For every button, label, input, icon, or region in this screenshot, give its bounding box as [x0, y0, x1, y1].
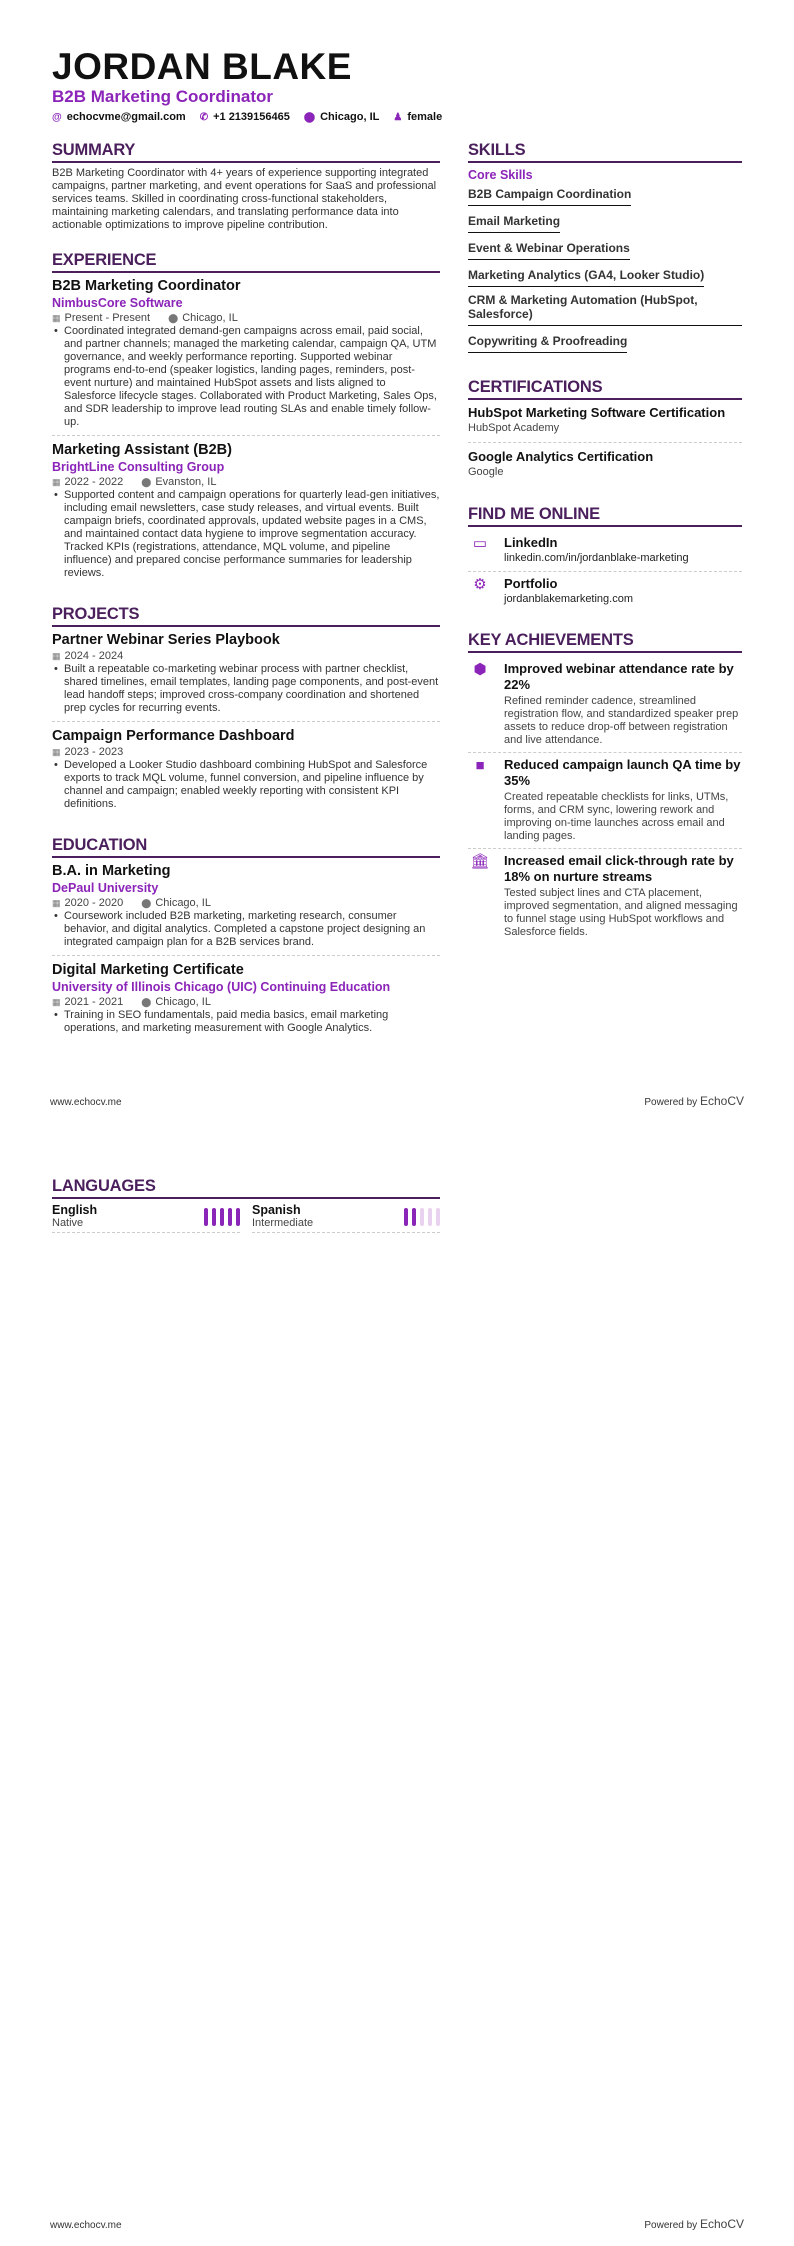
dates: 2021 - 2021	[64, 996, 124, 1008]
location: Chicago, IL	[155, 996, 211, 1008]
rating-bar	[428, 1208, 432, 1226]
location-icon: ⬤	[141, 997, 152, 1007]
dates: 2022 - 2022	[64, 476, 124, 488]
school: DePaul University	[52, 881, 159, 895]
job-title: Marketing Assistant (B2B)	[52, 442, 232, 458]
footer-brand[interactable]: EchoCV	[699, 1094, 744, 1108]
link-url[interactable]: linkedin.com/in/jordanblake-marketing	[504, 552, 689, 564]
summary-text: B2B Marketing Coordinator with 4+ years of experience supporting integrated campaigns, partner marketing, and event operations for SaaS and professional services teams. Skilled in coordinating cross-functional stakeholders, maintaining marketing calendars, and translating performance data into actionable optimizations to improve pipeline contribution.	[52, 167, 437, 231]
person-icon: ♟	[393, 112, 403, 123]
location-icon: ⬤	[168, 313, 179, 323]
skill-item: Marketing Analytics (GA4, Looker Studio)	[468, 268, 704, 287]
resume-columns	[52, 140, 742, 1059]
rating-bar	[436, 1208, 440, 1226]
section-heading: EDUCATION	[52, 835, 440, 858]
certifications-section	[468, 377, 742, 486]
calendar-icon: ▦	[52, 477, 61, 487]
at-icon: @	[52, 112, 62, 123]
language-item	[52, 1203, 240, 1233]
page-footer	[50, 1093, 744, 1111]
achievement-item	[468, 753, 742, 849]
rating-bar	[420, 1208, 424, 1226]
online-section	[468, 504, 742, 612]
experience-section	[52, 250, 440, 586]
contact-bar	[52, 109, 742, 126]
online-link[interactable]	[468, 531, 742, 572]
location: Chicago, IL	[155, 897, 211, 909]
right-column	[468, 140, 742, 962]
skill-item: Event & Webinar Operations	[468, 241, 630, 260]
cube-icon: ⬢	[473, 661, 487, 678]
footer-brand[interactable]: EchoCV	[699, 2217, 744, 2231]
contact-email[interactable]: echocvme@gmail.com	[66, 111, 186, 123]
language-name: English	[52, 1203, 98, 1217]
rating-bar	[204, 1208, 208, 1226]
project-title: Campaign Performance Dashboard	[52, 728, 295, 744]
location-icon: ⬤	[141, 477, 152, 487]
rating-bar	[228, 1208, 232, 1226]
footer-powered: Powered by	[644, 2220, 698, 2231]
calendar-icon: ▦	[52, 898, 61, 908]
rating-bar	[236, 1208, 240, 1226]
language-item	[252, 1203, 440, 1233]
bullet: • Training in SEO fundamentals, paid media basics, email marketing operations, and marketing measurement with Google Analytics.	[52, 1009, 440, 1035]
achievement-item	[468, 657, 742, 753]
link-url[interactable]: jordanblakemarketing.com	[504, 593, 634, 605]
contact-phone[interactable]: +1 2139156465	[213, 111, 290, 123]
achievement-desc: Created repeatable checklists for links, UTMs, forms, and CRM sync, lowering rework and improving on-time launches across email and landing pages.	[504, 791, 729, 842]
section-heading: LANGUAGES	[52, 1176, 440, 1199]
phone-icon: ✆	[199, 112, 209, 123]
language-name: Spanish	[252, 1203, 301, 1217]
skills-section	[468, 140, 742, 359]
bullet: • Built a repeatable co-marketing webinar process with partner checklist, shared timelines, email templates, landing page components, and post-event lead handoff steps; improved cross-company coordination and shortened prep cycles for recurring events.	[52, 663, 440, 715]
project-entry	[52, 727, 440, 817]
skill-item: Copywriting & Proofreading	[468, 334, 627, 353]
language-level: Native	[52, 1217, 84, 1229]
rating-bar	[220, 1208, 224, 1226]
job-title: B2B Marketing Coordinator	[52, 278, 241, 294]
clipboard-icon: ■	[475, 757, 485, 774]
school: University of Illinois Chicago (UIC) Continuing Education	[52, 980, 391, 994]
certification-entry	[468, 404, 742, 443]
rating-bar	[404, 1208, 408, 1226]
section-heading: EXPERIENCE	[52, 250, 440, 273]
achievement-title: Improved webinar attendance rate by 22%	[504, 661, 734, 692]
calendar-icon: ▦	[52, 997, 61, 1007]
degree: B.A. in Marketing	[52, 863, 171, 879]
experience-entry	[52, 277, 440, 436]
bullet: • Coursework included B2B marketing, marketing research, consumer behavior, and digital analytics. Completed a capstone project designing an integrated campaign plan for a B2B services brand.	[52, 910, 440, 949]
bullet: • Coordinated integrated demand-gen campaigns across email, paid social, and partner channels; managed the marketing calendar, campaign QA, UTM governance, and weekly performance reporting. Supported webinar programs end-to-end (speaker logistics, landing pages, reminders, post-event nurture) and maintained HubSpot assets and lists aligned to Salesforce lifecycle stages. Collaborated with Product Marketing, Sales Ops, and SDR leadership to improve lead routing SLAs and enable timely follow-up.	[52, 325, 440, 429]
rating-bar	[412, 1208, 416, 1226]
portfolio-icon: ⚙	[473, 576, 487, 593]
education-entry	[52, 862, 440, 956]
bullet: • Supported content and campaign operations for quarterly lead-gen initiatives, including email newsletters, case study releases, and virtual events. Built campaign briefs, coordinated approvals, updated website pages in a CMS, and maintained contact data hygiene to improve segmentation accuracy. Tracked KPIs (registrations, attendance, MQL volume, and pipeline influence) and prepared concise performance summaries for leadership reviews.	[52, 489, 440, 580]
language-rating	[204, 1203, 240, 1230]
certification-name: Google Analytics Certification	[468, 449, 654, 464]
page-footer	[50, 2216, 744, 2234]
resume-page-2	[0, 1123, 794, 2246]
calendar-icon: ▦	[52, 651, 61, 661]
skill-group-title: Core Skills	[468, 168, 533, 182]
location: Chicago, IL	[182, 312, 238, 324]
section-heading: PROJECTS	[52, 604, 440, 627]
projects-section	[52, 604, 440, 817]
dates: 2020 - 2020	[64, 897, 124, 909]
achievement-desc: Refined reminder cadence, streamlined registration flow, and standardized speaker prep assets to reduce drop-off between registration and live attendance.	[504, 695, 739, 746]
footer-powered: Powered by	[644, 1097, 698, 1108]
bullet: • Developed a Looker Studio dashboard combining HubSpot and Salesforce exports to track MQL volume, funnel conversion, and pipeline influence by channel and campaign; enabled weekly reporting with consistent KPI definitions.	[52, 759, 440, 811]
certification-name: HubSpot Marketing Software Certification	[468, 405, 726, 420]
project-title: Partner Webinar Series Playbook	[52, 632, 280, 648]
company: NimbusCore Software	[52, 296, 183, 310]
dates: 2024 - 2024	[64, 650, 124, 662]
calendar-icon: ▦	[52, 313, 61, 323]
dates: Present - Present	[64, 312, 151, 324]
language-rating	[404, 1203, 440, 1230]
location: Evanston, IL	[155, 476, 217, 488]
section-heading: CERTIFICATIONS	[468, 377, 742, 400]
calendar-icon: ▦	[52, 747, 61, 757]
linkedin-icon: ▭	[472, 535, 488, 552]
achievement-desc: Tested subject lines and CTA placement, improved segmentation, and aligned messaging to funnel stage using HubSpot workflows and Salesforce fields.	[504, 887, 738, 938]
achievement-title: Reduced campaign launch QA time by 35%	[504, 757, 741, 788]
section-heading: SKILLS	[468, 140, 742, 163]
degree: Digital Marketing Certificate	[52, 962, 244, 978]
link-label: LinkedIn	[504, 535, 558, 550]
achievement-title: Increased email click-through rate by 18% on nurture streams	[504, 853, 734, 884]
education-section	[52, 835, 440, 1041]
achievement-item	[468, 849, 742, 944]
certification-entry	[468, 448, 742, 486]
location-icon: ⬤	[141, 898, 152, 908]
certification-issuer: HubSpot Academy	[468, 422, 560, 434]
location-icon: ⬤	[303, 112, 316, 123]
achievements-section	[468, 630, 742, 944]
online-link[interactable]	[468, 572, 742, 612]
experience-entry	[52, 441, 440, 586]
skill-item: Email Marketing	[468, 214, 560, 233]
certification-issuer: Google	[468, 466, 504, 478]
section-heading: KEY ACHIEVEMENTS	[468, 630, 742, 653]
rating-bar	[212, 1208, 216, 1226]
project-entry	[52, 631, 440, 722]
section-heading: SUMMARY	[52, 140, 440, 163]
language-level: Intermediate	[252, 1217, 314, 1229]
footer-site[interactable]: www.echocv.me	[50, 2220, 122, 2231]
skill-item: B2B Campaign Coordination	[468, 187, 631, 206]
resume-header	[52, 48, 742, 126]
left-column	[52, 140, 440, 1059]
languages-section	[52, 1171, 440, 1233]
candidate-title: B2B Marketing Coordinator	[52, 87, 274, 106]
company: BrightLine Consulting Group	[52, 460, 225, 474]
skill-item: CRM & Marketing Automation (HubSpot, Salesforce)	[468, 293, 742, 326]
footer-site[interactable]: www.echocv.me	[50, 1097, 122, 1108]
contact-location: Chicago, IL	[320, 111, 380, 123]
contact-gender: female	[407, 111, 443, 123]
dates: 2023 - 2023	[64, 746, 124, 758]
education-entry	[52, 961, 440, 1041]
candidate-name: JORDAN BLAKE	[52, 46, 352, 87]
section-heading: FIND ME ONLINE	[468, 504, 742, 527]
bank-icon: 🏛	[470, 853, 490, 870]
summary-section	[52, 140, 440, 232]
link-label: Portfolio	[504, 576, 558, 591]
